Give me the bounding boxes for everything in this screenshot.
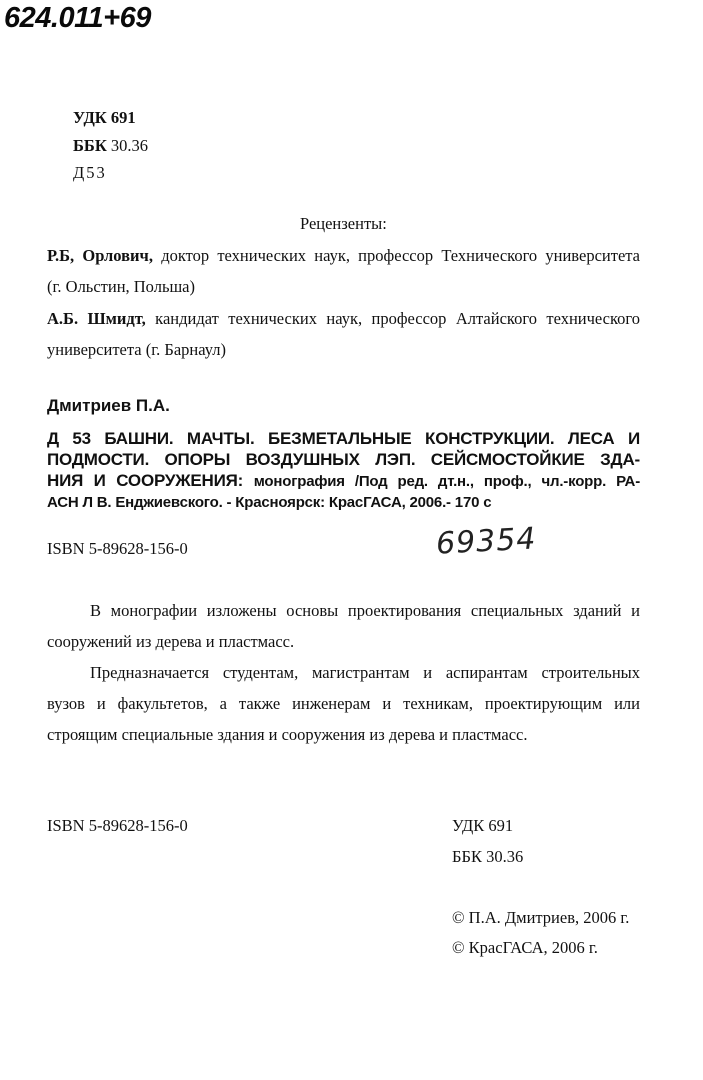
udk-line xyxy=(73,108,136,128)
udk-label: УДК xyxy=(73,108,107,127)
copyright-publisher: © КрасГАСА, 2006 г. xyxy=(452,938,598,957)
udk-bottom: УДК 691 xyxy=(452,816,514,835)
udk-value: 691 xyxy=(110,108,136,127)
author-mark: Д53 xyxy=(73,163,107,182)
abstract-p2-line-2: вузов и факультетов, а также инженерам и техникам, проектирующим или xyxy=(47,694,640,713)
call-number: 624.011+69 xyxy=(4,2,151,34)
reviewers-heading: Рецензенты: xyxy=(300,214,387,233)
copyright-author: © П.А. Дмитриев, 2006 г. xyxy=(452,908,630,927)
title-line-2: ПОДМОСТИ. ОПОРЫ ВОЗДУШНЫХ ЛЭП. СЕЙСМОСТОЙКИЕ ЗДА- xyxy=(47,450,640,469)
title-line-3-rest: монография /Под ред. дт.н., проф., чл.-корр. РА- xyxy=(253,473,640,490)
abstract-p2-line-1: Предназначается студентам, магистрантам и аспирантам строительных xyxy=(90,663,640,682)
reviewer-1-description: доктор технических наук, профессор Технического университета xyxy=(161,246,640,265)
title-line-3-caps: НИЯ И СООРУЖЕНИЯ: xyxy=(47,471,244,490)
title-line-1: Д 53 БАШНИ. МАЧТЫ. БЕЗМЕТАЛЬНЫЕ КОНСТРУКЦИИ. ЛЕСА И xyxy=(47,429,640,448)
reviewer-2-line-1 xyxy=(47,309,640,329)
book-author: Дмитриев П.А. xyxy=(47,396,170,415)
title-line-4: АСН Л В. Енджиевского. - Красноярск: КрасГАСА, 2006.- 170 с xyxy=(47,494,492,511)
reviewer-1-line-1 xyxy=(47,246,640,266)
abstract-p1-line-1: В монографии изложены основы проектирования специальных зданий и xyxy=(90,601,640,620)
reviewer-1-line-2: (г. Ольстин, Польша) xyxy=(47,277,196,296)
title-line-3 xyxy=(47,470,640,492)
abstract-p2-line-3: строящим специальные здания и сооружения из дерева и пластмасс. xyxy=(47,725,528,744)
isbn-bottom: ISBN 5-89628-156-0 xyxy=(47,816,188,835)
isbn-top: ISBN 5-89628-156-0 xyxy=(47,539,188,558)
bbk-bottom: ББК 30.36 xyxy=(452,847,524,866)
bbk-line xyxy=(73,136,148,156)
reviewer-2-name: А.Б. Шмидт, xyxy=(47,309,146,328)
reviewer-2-description: кандидат технических наук, профессор Алтайского технического xyxy=(155,309,640,328)
abstract-p1-line-2: сооружений из дерева и пластмасс. xyxy=(47,632,295,651)
bbk-value: 30.36 xyxy=(110,136,149,155)
bbk-label: ББК xyxy=(73,136,107,155)
handwritten-inventory-number: 69354 xyxy=(435,521,538,562)
bibliographic-description xyxy=(47,428,640,513)
reviewer-1-name: Р.Б, Орлович, xyxy=(47,246,153,265)
reviewer-2-line-2: университета (г. Барнаул) xyxy=(47,340,226,359)
